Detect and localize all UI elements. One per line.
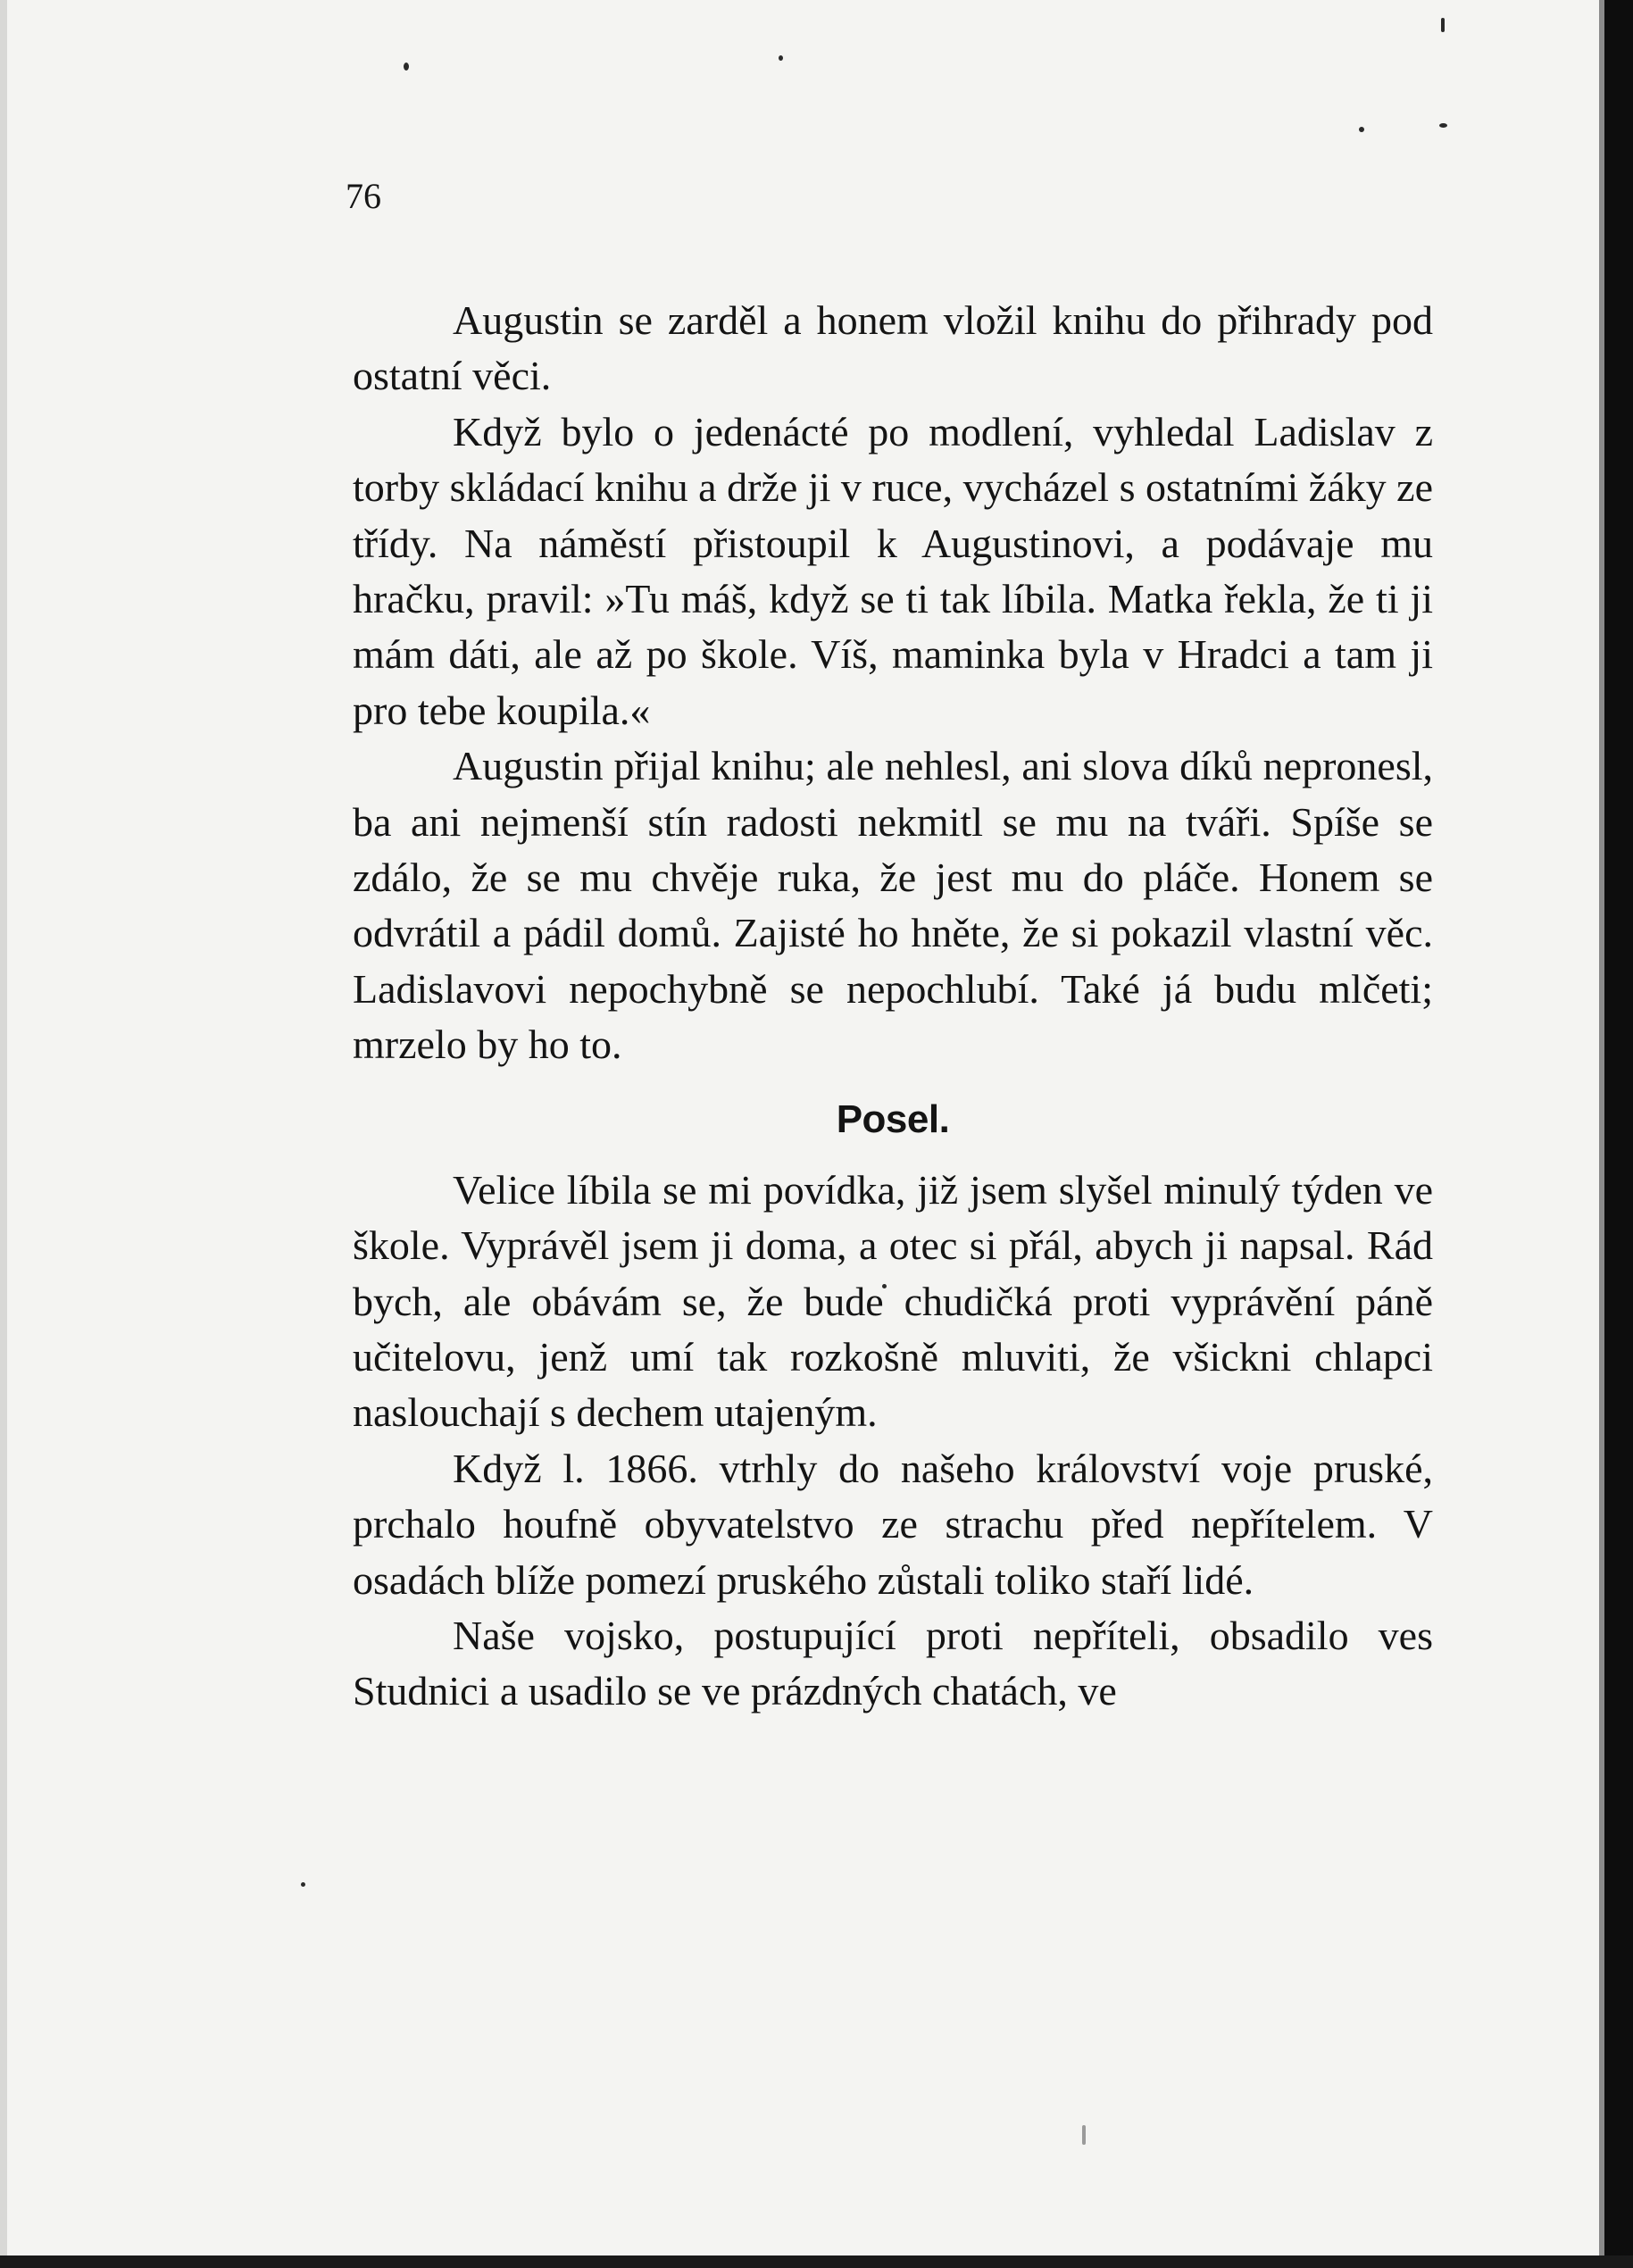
scan-speck (1082, 2125, 1086, 2145)
page-body (353, 293, 1433, 1720)
bottom-page-edge (0, 2255, 1633, 2268)
scan-speck (779, 55, 783, 61)
section-heading: Posel. (836, 1096, 950, 1141)
paragraph: Naše vojsko, postupující proti nepříteli, obsadilo ves Studnici a usadilo se ve prázdných chatách, ve (353, 1612, 1433, 1714)
paragraph: Augustin se zarděl a honem vložil knihu do přihrady pod ostatní věci. (353, 297, 1433, 399)
right-page-edge (1604, 0, 1633, 2268)
paragraph: Velice líbila se mi povídka, již jsem slyšel minulý týden ve škole. Vyprávěl jsem ji doma, a otec si přál, abych ji napsal. Rád bych, ale obávám se, že bude chudičká proti vyprávění páně učitelovu, jenž umí tak rozkošně mluviti, že všickni chlapci naslouchají s dechem utajeným. (353, 1166, 1433, 1436)
paragraph: Když l. 1866. vtrhly do našeho království voje pruské, prchalo houfně obyvatelstvo ze strachu před nepřítelem. V osadách blíže pomezí pruského zůstali toliko staří lidé. (353, 1445, 1433, 1603)
scan-speck (301, 1882, 305, 1887)
left-page-edge (0, 0, 7, 2268)
paragraph: Když bylo o jedenácté po modlení, vyhledal Ladislav z torby skládací knihu a drže ji v ruce, vycházel s ostatními žáky ze třídy. Na náměstí přistoupil k Augustinovi, a podávaje mu hračku, pravil: »Tu máš, když se ti tak líbila. Matka řekla, že ti ji mám dáti, ale až po škole. Víš, maminka byla v Hradci a tam ji pro tebe koupila.« (353, 408, 1433, 733)
page-number: 76 (346, 176, 381, 216)
scan-speck (1359, 127, 1364, 132)
scan-speck (1441, 18, 1445, 32)
scan-speck (1439, 123, 1447, 128)
paragraph: Augustin přijal knihu; ale nehlesl, ani slova díků nepronesl, ba ani nejmenší stín radosti nekmitl se mu na tváři. Spíše se zdálo, že se mu chvěje ruka, že jest mu do pláče. Honem se odvrátil a pádil domů. Zajisté ho hněte, že si pokazil vlastní věc. Ladislavovi nepochybně se nepochlubí. Také já budu mlčeti; mrzelo by ho to. (353, 743, 1433, 1068)
scan-speck (404, 63, 409, 71)
